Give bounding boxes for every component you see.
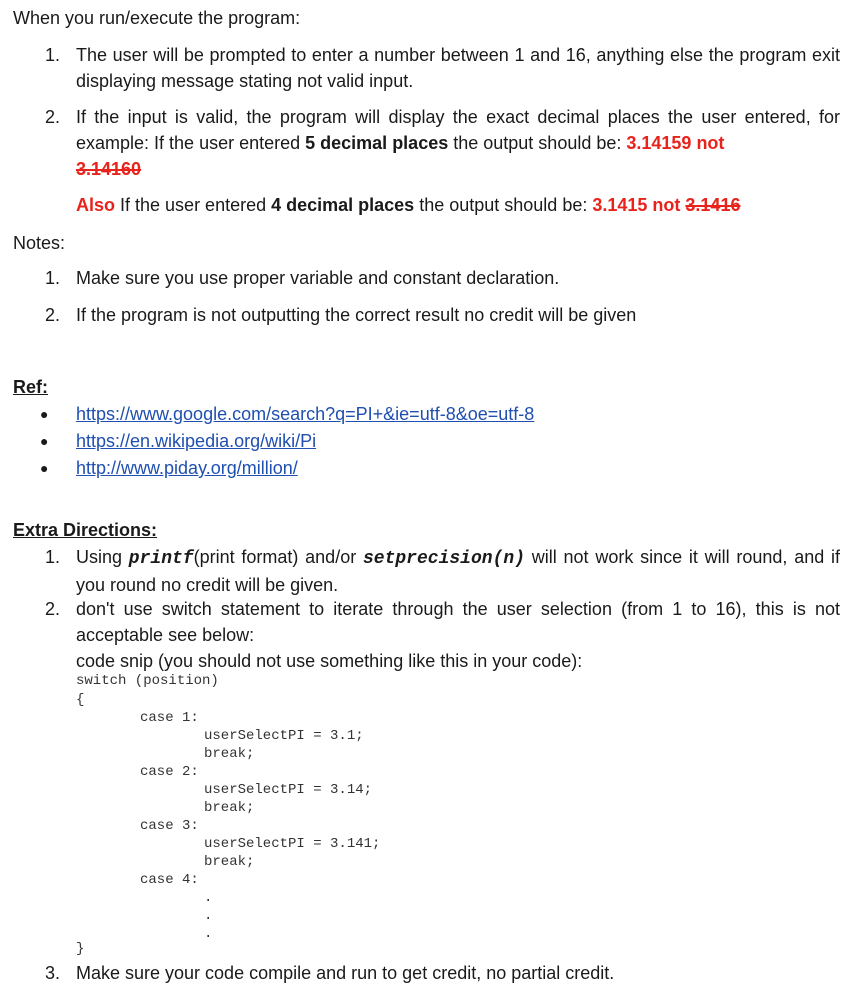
run-item-1-number: 1.: [45, 45, 61, 65]
extra-2-text: don't use switch statement to iterate through the user selection (from 1 to 16), this is not acceptable see below:: [76, 599, 840, 645]
extra-3-number: 3.: [45, 963, 61, 983]
code-assign-3: userSelectPI = 3.141;: [204, 836, 381, 852]
extra-3-text: Make sure your code compile and run to get credit, no partial credit.: [76, 963, 615, 983]
struck-value: 3.14160: [76, 159, 142, 179]
code-assign-2: userSelectPI = 3.14;: [204, 782, 373, 798]
extra-heading: Extra Directions:: [13, 520, 158, 540]
ref-link-piday[interactable]: http://www.piday.org/million/: [76, 458, 298, 478]
notes-heading: Notes:: [13, 233, 66, 253]
struck-value: 3.1416: [685, 195, 741, 215]
code-ellipsis-dot: .: [204, 890, 213, 906]
code-ellipsis-dot: .: [204, 908, 213, 924]
note-1-text: Make sure you use proper variable and constant declaration.: [76, 268, 560, 288]
also-line: Also If the user entered 4 decimal places the output should be: 3.1415 not 3.1416: [76, 195, 741, 215]
code-break-2: break;: [204, 800, 255, 816]
extra-2-number: 2.: [45, 599, 61, 619]
code-case-1: case 1:: [140, 710, 199, 726]
note-1-number: 1.: [45, 268, 61, 288]
code-switch: switch (position): [76, 673, 219, 689]
code-break-1: break;: [204, 746, 255, 762]
ref-heading: Ref:: [13, 377, 48, 397]
ref-link-wikipedia[interactable]: https://en.wikipedia.org/wiki/Pi: [76, 431, 317, 451]
extra-1-number: 1.: [45, 547, 61, 567]
bullet-icon: ●: [40, 460, 49, 476]
code-break-3: break;: [204, 854, 255, 870]
code-case-2: case 2:: [140, 764, 199, 780]
code-assign-1: userSelectPI = 3.1;: [204, 728, 364, 744]
code-open-brace: {: [76, 692, 85, 708]
note-2-number: 2.: [45, 305, 61, 325]
run-item-1-text: The user will be prompted to enter a number between 1 and 16, anything else the program exit displaying message stating not valid input.: [76, 45, 840, 91]
code-case-3: case 3:: [140, 818, 199, 834]
ref-link-google[interactable]: https://www.google.com/search?q=PI+&ie=utf-8&oe=utf-8: [76, 404, 535, 424]
bullet-icon: ●: [40, 433, 49, 449]
run-item-2-number: 2.: [45, 107, 61, 127]
code-ellipsis-dot: .: [204, 926, 213, 942]
code-case-4: case 4:: [140, 872, 199, 888]
extra-1-text: Using printf(print format) and/or setprecision(n) will not work since it will round, and if you round no credit will be given.: [76, 547, 840, 595]
note-2-text: If the program is not outputting the correct result no credit will be given: [76, 305, 637, 325]
code-close-brace: }: [76, 941, 85, 957]
intro-heading: When you run/execute the program:: [13, 8, 301, 28]
bullet-icon: ●: [40, 406, 49, 422]
code-snip-caption: code snip (you should not use something like this in your code):: [76, 651, 583, 671]
run-item-2-text: If the input is valid, the program will display the exact decimal places the user entered, for example: If the user entered 5 decimal places the output should be: 3.14159 not 3.14160: [76, 107, 840, 179]
